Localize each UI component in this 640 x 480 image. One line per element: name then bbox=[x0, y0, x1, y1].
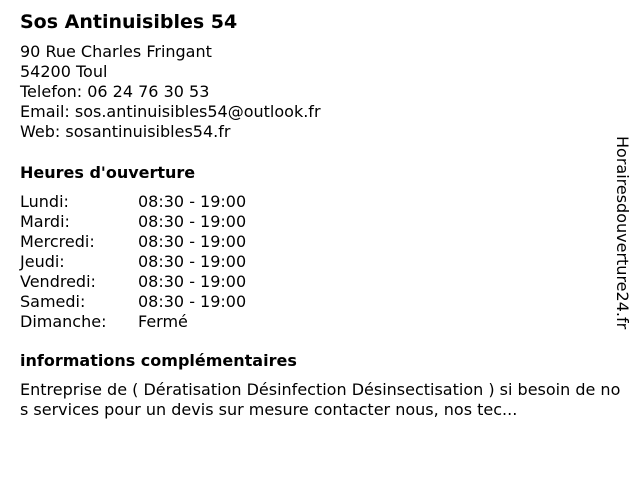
business-card bbox=[20, 10, 621, 420]
address-block bbox=[20, 42, 610, 142]
phone-number: Telefon: 06 24 76 30 53 bbox=[20, 82, 210, 101]
additional-info-text: Entreprise de ( Dératisation Désinfection Désinsectisation ) si besoin de nos services pour un devis sur mesure contacter nous, nos tec... bbox=[20, 380, 621, 419]
hours-row-sunday bbox=[20, 312, 610, 332]
day-hours: Fermé bbox=[138, 312, 188, 331]
day-hours: 08:30 - 19:00 bbox=[138, 272, 247, 291]
additional-info-title: informations complémentaires bbox=[20, 351, 297, 370]
day-label: Samedi: bbox=[20, 292, 86, 311]
day-hours: 08:30 - 19:00 bbox=[138, 192, 247, 211]
hours-row-friday bbox=[20, 272, 610, 292]
hours-row-wednesday bbox=[20, 232, 610, 252]
street-address: 90 Rue Charles Fringant bbox=[20, 42, 212, 61]
day-label: Dimanche: bbox=[20, 312, 107, 331]
day-hours: 08:30 - 19:00 bbox=[138, 212, 247, 231]
hours-row-saturday bbox=[20, 292, 610, 312]
city-address: 54200 Toul bbox=[20, 62, 108, 81]
hours-row-monday bbox=[20, 192, 610, 212]
opening-hours-title: Heures d'ouverture bbox=[20, 163, 196, 182]
day-label: Vendredi: bbox=[20, 272, 96, 291]
business-name: Sos Antinuisibles 54 bbox=[20, 11, 238, 33]
day-label: Jeudi: bbox=[20, 252, 65, 271]
day-hours: 08:30 - 19:00 bbox=[138, 292, 247, 311]
day-label: Mercredi: bbox=[20, 232, 95, 251]
hours-row-tuesday bbox=[20, 212, 610, 232]
email-address: Email: sos.antinuisibles54@outlook.fr bbox=[20, 102, 321, 121]
day-hours: 08:30 - 19:00 bbox=[138, 232, 247, 251]
hours-row-thursday bbox=[20, 252, 610, 272]
day-label: Mardi: bbox=[20, 212, 70, 231]
day-hours: 08:30 - 19:00 bbox=[138, 252, 247, 271]
opening-hours-list bbox=[20, 192, 610, 332]
website-address: Web: sosantinuisibles54.fr bbox=[20, 122, 231, 141]
site-brand-vertical: Horairesdouverture24.fr bbox=[613, 136, 632, 330]
day-label: Lundi: bbox=[20, 192, 69, 211]
